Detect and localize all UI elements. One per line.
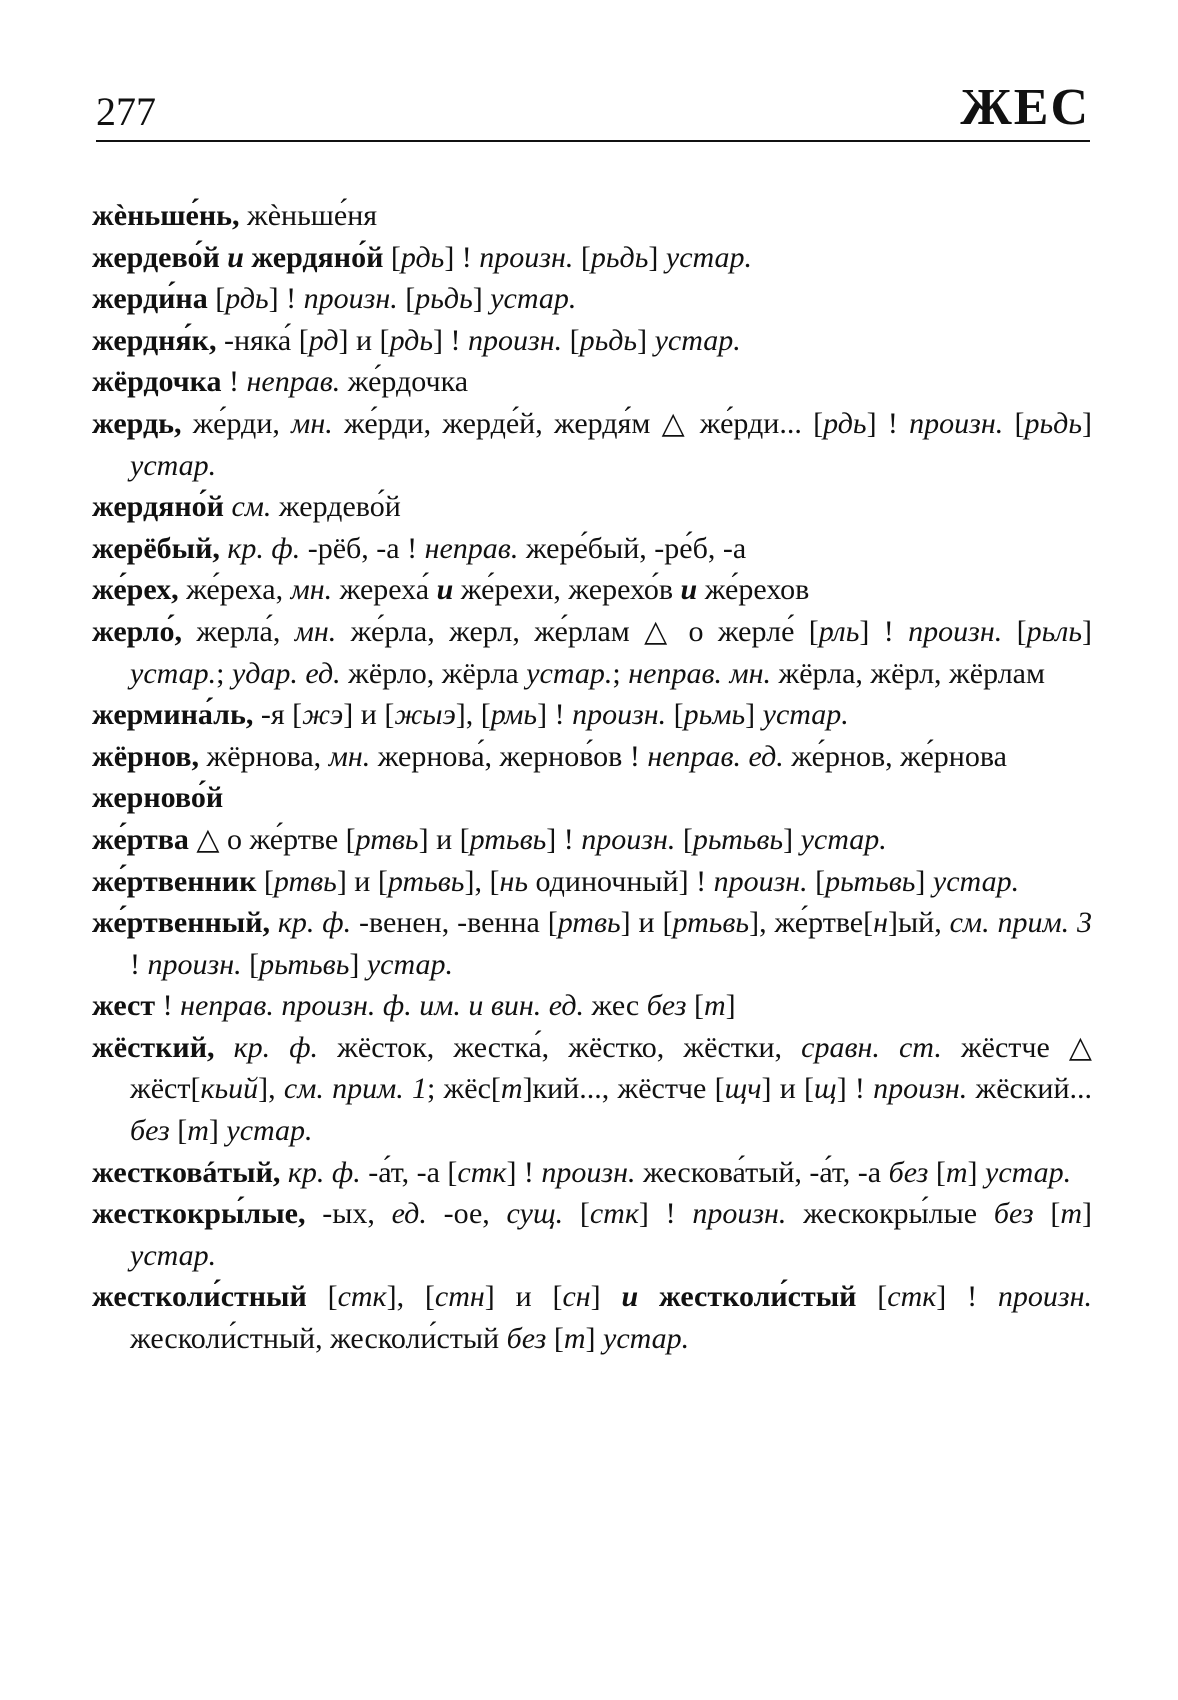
dictionary-entry: [92, 361, 1092, 403]
entry-text: [: [207, 282, 226, 316]
dictionary-entry: [92, 1027, 1100, 1152]
headword: жѐньше́нь,: [92, 199, 240, 232]
dictionary-entry: [92, 528, 1092, 570]
entry-text: т: [563, 1322, 586, 1356]
entry-text: рьдь: [590, 240, 649, 274]
headword: жердево́й: [92, 240, 220, 274]
entry-text: устар.: [130, 448, 217, 482]
entry-text: ;: [612, 656, 629, 690]
entry-text: ] !: [444, 240, 480, 274]
entry-text: ртвь: [273, 864, 337, 898]
entry-text: удар. ед.: [232, 656, 341, 690]
page-header: [96, 78, 1090, 142]
entry-text: кр. ф.: [280, 1155, 361, 1189]
entry-text: устар.: [665, 240, 753, 274]
entry-text: [: [397, 282, 416, 316]
entry-text: кьий: [200, 1072, 259, 1106]
entry-text: мн.: [291, 406, 333, 440]
entry-text: жёстче △ жёст[: [130, 1030, 1100, 1106]
entry-text: рль: [818, 614, 860, 648]
entry-text: ртьвь: [672, 906, 750, 940]
entry-text: [: [546, 1322, 564, 1356]
entry-text: рьтьвь: [692, 822, 784, 856]
headword: жерди́на: [92, 282, 208, 316]
headword: жёрнов,: [92, 739, 199, 773]
entry-text: -ых,: [305, 1197, 392, 1231]
entry-text: [: [1003, 406, 1025, 440]
entry-text: т: [187, 1114, 209, 1148]
headword: жёсткий,: [92, 1030, 215, 1064]
entry-text: [: [383, 240, 401, 274]
headword: жестколи́стный: [92, 1280, 307, 1314]
entry-text: мн.: [328, 739, 371, 773]
entry-text: стк: [337, 1280, 387, 1314]
dictionary-entries: [92, 195, 1100, 1360]
entry-text: ртвь: [557, 906, 621, 940]
entry-text: без: [130, 1114, 170, 1148]
entry-text: жердево́й: [271, 490, 401, 524]
headword: жерново́й: [92, 781, 224, 815]
entry-text: ] !: [638, 1197, 693, 1231]
entry-text: рмь: [490, 698, 538, 732]
entry-text: [: [928, 1155, 946, 1189]
entry-text: ] !: [506, 1155, 542, 1189]
headword: жердь,: [92, 406, 182, 440]
entry-text: т: [500, 1072, 523, 1106]
entry-text: [638, 1280, 659, 1313]
entry-text: произн.: [541, 1155, 636, 1189]
entry-text: жѐньше́ня: [239, 199, 378, 232]
dictionary-entry: [92, 861, 1092, 903]
entry-text: ] и [: [336, 864, 388, 898]
entry-text: стк: [589, 1197, 639, 1231]
entry-text: т: [945, 1155, 968, 1189]
entry-text: ]: [585, 1322, 604, 1356]
entry-text: см. прим. 3: [949, 906, 1092, 940]
headword: же́ртвенник: [92, 864, 257, 898]
dictionary-entry: [92, 985, 1092, 1027]
entry-text: ] !: [433, 323, 468, 357]
entry-text: ] и [: [620, 906, 673, 940]
entry-text: сущ.: [506, 1197, 564, 1231]
entry-text: жёрнова,: [199, 739, 329, 773]
entry-text: рьдь: [1024, 406, 1082, 440]
entry-text: ]: [208, 1114, 227, 1148]
entry-text: устар.: [226, 1114, 313, 1148]
entry-text: без: [506, 1322, 547, 1356]
entry-text: произн.: [303, 282, 398, 316]
entry-text: жёрла, жёрл, жёрлам: [771, 656, 1045, 690]
entry-text: ]: [637, 323, 655, 357]
entry-text: ] и [: [338, 323, 390, 357]
entry-text: рьмь: [683, 698, 746, 732]
entry-text: неправ. ед.: [647, 739, 784, 773]
entry-text: ]ый,: [888, 906, 950, 940]
entry-text: устар.: [130, 1238, 217, 1272]
entry-text: [: [256, 864, 274, 898]
entry-text: рьтьвь: [259, 947, 350, 981]
entry-text: неправ. мн.: [628, 656, 771, 690]
entry-text: жёский...: [967, 1072, 1100, 1106]
entry-text: произн.: [713, 864, 808, 898]
dictionary-entry: [92, 1193, 1100, 1276]
entry-text: ] и [: [418, 822, 470, 856]
dictionary-entry: [92, 611, 1100, 694]
entry-text: [: [1033, 1197, 1061, 1231]
entry-text: же́рла, жерл, же́рлам △ о жерле́ [: [336, 614, 819, 648]
entry-text: же́рдочка: [340, 365, 469, 399]
entry-text: ] и [: [761, 1072, 815, 1106]
entry-text: одиночный] !: [528, 864, 714, 898]
dictionary-entry: [92, 278, 1092, 320]
entry-text: !: [130, 906, 1100, 981]
entry-text: рдь: [400, 240, 445, 274]
entry-text: ]: [745, 698, 763, 732]
headword: жердня́к,: [92, 323, 217, 357]
entry-text: без: [993, 1197, 1034, 1231]
entry-text: же́рди,: [181, 406, 292, 440]
entry-text: ртьвь: [387, 864, 465, 898]
entry-text: жес: [584, 989, 647, 1023]
entry-text: -няка́ [: [216, 323, 309, 357]
entry-text: -венен, -венна [: [351, 906, 558, 940]
entry-text: см. прим. 1: [283, 1072, 427, 1106]
headword: жермина́ль,: [92, 698, 254, 732]
entry-text: ], [: [455, 698, 491, 732]
headword: жерло́,: [92, 614, 182, 648]
headword: же́ртва: [92, 822, 189, 856]
entry-text: жестколи́стый: [658, 1280, 857, 1314]
entry-text: жернова́, жернов́ов !: [370, 739, 648, 773]
entry-text: кр. ф.: [219, 531, 301, 565]
entry-text: устар.: [490, 282, 577, 316]
entry-text: ], [: [464, 864, 500, 898]
entry-text: ;: [216, 656, 233, 690]
entry-text: же́реха,: [178, 573, 291, 607]
entry-text: [: [807, 864, 826, 898]
entry-text: т: [1060, 1197, 1083, 1231]
entry-text: ]: [590, 1280, 622, 1314]
dictionary-entry: [92, 320, 1092, 362]
entry-text: жесколи́стный, жесколи́стый: [130, 1280, 1100, 1356]
entry-text: ] !: [268, 282, 304, 316]
entry-text: мн.: [290, 573, 333, 607]
entry-text: ]: [472, 282, 491, 316]
entry-text: !: [155, 989, 181, 1023]
entry-text: [: [562, 323, 580, 357]
entry-text: ] !: [859, 614, 909, 648]
entry-text: же́рехов: [697, 573, 810, 607]
entry-text: и: [436, 573, 454, 607]
dictionary-entry: [92, 237, 1092, 279]
entry-text: устар.: [603, 1322, 690, 1356]
entry-text: устар.: [654, 323, 741, 357]
entry-text: т: [703, 989, 726, 1023]
entry-text: жескова́тый, -а́т, -а: [635, 1155, 889, 1189]
entry-text: см.: [223, 490, 272, 524]
running-head: ЖЕС: [960, 79, 1090, 136]
entry-text: ]: [783, 822, 801, 856]
dictionary-entry: [92, 486, 1092, 528]
entry-text: !: [221, 365, 247, 399]
entry-text: ]: [1082, 1197, 1100, 1231]
entry-text: -я [: [253, 698, 303, 732]
dictionary-entry: [92, 195, 1092, 237]
entry-text: ] и [: [343, 698, 395, 732]
entry-text: ] !: [546, 822, 582, 856]
entry-text: ] !: [866, 406, 910, 440]
entry-text: произн.: [692, 1197, 787, 1231]
entry-text: ]: [648, 240, 666, 274]
entry-text: же́рди, жерде́й, жердя́м △ же́рди... [: [332, 406, 824, 440]
entry-text: жёсток, жестка́, жёстко, жёстки,: [318, 1030, 802, 1064]
entry-text: щ: [814, 1072, 837, 1106]
entry-text: [: [573, 240, 591, 274]
entry-text: △ о же́ртве [: [188, 822, 356, 856]
dictionary-entry: [92, 1152, 1092, 1194]
entry-text: нь: [499, 864, 528, 898]
entry-text: мн.: [294, 614, 337, 648]
entry-text: [: [241, 947, 260, 981]
entry-text: произн.: [909, 406, 1004, 440]
dictionary-entry: [92, 569, 1092, 611]
entry-text: жердяно́й: [251, 240, 384, 274]
entry-text: рьль: [1026, 614, 1083, 648]
entry-text: устар.: [932, 864, 1020, 898]
headword: жестковáтый,: [92, 1155, 281, 1189]
entry-text: устар.: [985, 1155, 1072, 1189]
entry-text: рдь: [225, 282, 269, 316]
entry-text: ] !: [836, 1072, 874, 1106]
entry-text: ] и [: [484, 1280, 563, 1314]
entry-text: рьтьвь: [825, 864, 916, 898]
entry-text: ]: [725, 989, 736, 1023]
entry-text: [: [1002, 614, 1027, 648]
entry-text: ]: [915, 864, 933, 898]
dictionary-entry: [92, 777, 1092, 819]
entry-text: [: [675, 822, 693, 856]
entry-text: произн.: [467, 323, 563, 357]
page-number: 277: [96, 89, 156, 134]
entry-text: ],: [258, 1072, 284, 1106]
entry-text: ]: [1082, 614, 1100, 648]
entry-text: произн.: [908, 614, 1003, 648]
headword: жесткокры́лые,: [92, 1197, 306, 1231]
entry-text: же́рехи, жерехо́в: [453, 573, 681, 607]
entry-text: и: [680, 573, 698, 607]
entry-text: -рёб, -а !: [300, 531, 425, 565]
entry-text: ртьвь: [469, 822, 547, 856]
entry-text: н: [873, 906, 889, 940]
entry-text: рд: [308, 323, 339, 357]
headword: жердяно́й: [92, 490, 224, 524]
entry-text: ]: [349, 947, 367, 981]
entry-text: ], [: [386, 1280, 435, 1314]
entry-text: неправ. произн. ф. им. и вин. ед.: [180, 989, 584, 1023]
entry-text: жере́бый, -ре́б, -а: [518, 531, 747, 565]
headword: жест: [92, 989, 156, 1023]
entry-text: жэ: [302, 698, 344, 732]
entry-text: кр. ф.: [214, 1030, 319, 1064]
entry-text: [: [563, 1197, 590, 1231]
entry-text: устар.: [130, 656, 217, 690]
entry-text: же́рнов, же́рнова: [783, 739, 1007, 773]
dictionary-entry: [92, 902, 1100, 985]
entry-text: -ое,: [426, 1197, 507, 1231]
entry-text: устар.: [366, 947, 454, 981]
entry-text: щч: [724, 1072, 762, 1106]
entry-text: без: [888, 1155, 929, 1189]
headword: жерёбый,: [92, 531, 220, 565]
entry-text: сравн. ст.: [801, 1030, 942, 1064]
entry-text: жыэ: [394, 698, 456, 732]
entry-text: ртвь: [355, 822, 419, 856]
entry-text: и: [621, 1280, 639, 1314]
entry-text: и: [219, 240, 252, 274]
entry-text: устар.: [526, 656, 613, 690]
entry-text: произн.: [147, 947, 242, 981]
entry-text: стн: [434, 1280, 485, 1314]
entry-text: [: [306, 1280, 338, 1314]
entry-text: ]: [967, 1155, 985, 1189]
entry-text: ] !: [936, 1280, 998, 1314]
entry-text: ]кий..., жёстче [: [522, 1072, 725, 1106]
entry-text: устар.: [762, 698, 849, 732]
entry-text: [: [686, 989, 704, 1023]
headword: жёрдочка: [92, 365, 222, 399]
entry-text: произн.: [479, 240, 574, 274]
entry-text: неправ.: [246, 365, 341, 399]
entry-text: [: [856, 1280, 888, 1314]
entry-text: рьдь: [415, 282, 473, 316]
entry-text: устар.: [800, 822, 887, 856]
entry-text: произн.: [873, 1072, 968, 1106]
dictionary-entry: [92, 1276, 1100, 1359]
entry-text: жескокры́лые: [786, 1197, 994, 1231]
entry-text: рьдь: [579, 323, 638, 357]
entry-text: ед.: [391, 1197, 427, 1231]
dictionary-entry: [92, 736, 1092, 778]
entry-text: произн.: [572, 698, 667, 732]
entry-text: жёрло, жёрла: [340, 656, 527, 690]
entry-text: ]: [1081, 406, 1100, 440]
entry-text: без: [646, 989, 687, 1023]
entry-text: ; жёс[: [426, 1072, 501, 1106]
entry-text: кр. ф.: [270, 906, 352, 940]
entry-text: [: [169, 1114, 188, 1148]
entry-text: неправ.: [424, 531, 519, 565]
entry-text: [: [666, 698, 684, 732]
entry-text: -а́т, -а [: [360, 1155, 458, 1189]
entry-text: стк: [887, 1280, 937, 1314]
entry-text: произн.: [997, 1280, 1092, 1314]
entry-text: жерла́,: [181, 614, 295, 648]
entry-text: стк: [457, 1155, 507, 1189]
entry-text: рдь: [823, 406, 867, 440]
dictionary-entry: [92, 819, 1092, 861]
dictionary-entry: [92, 694, 1092, 736]
entry-text: рдь: [389, 323, 433, 357]
entry-text: произн.: [581, 822, 676, 856]
headword: же́рех,: [92, 573, 179, 607]
headword: же́ртвенный,: [92, 906, 270, 940]
entry-text: ] !: [537, 698, 573, 732]
entry-text: жереха́: [332, 573, 437, 607]
dictionary-entry: [92, 403, 1100, 486]
entry-text: ], же́ртве[: [749, 906, 874, 940]
entry-text: сн: [562, 1280, 591, 1314]
